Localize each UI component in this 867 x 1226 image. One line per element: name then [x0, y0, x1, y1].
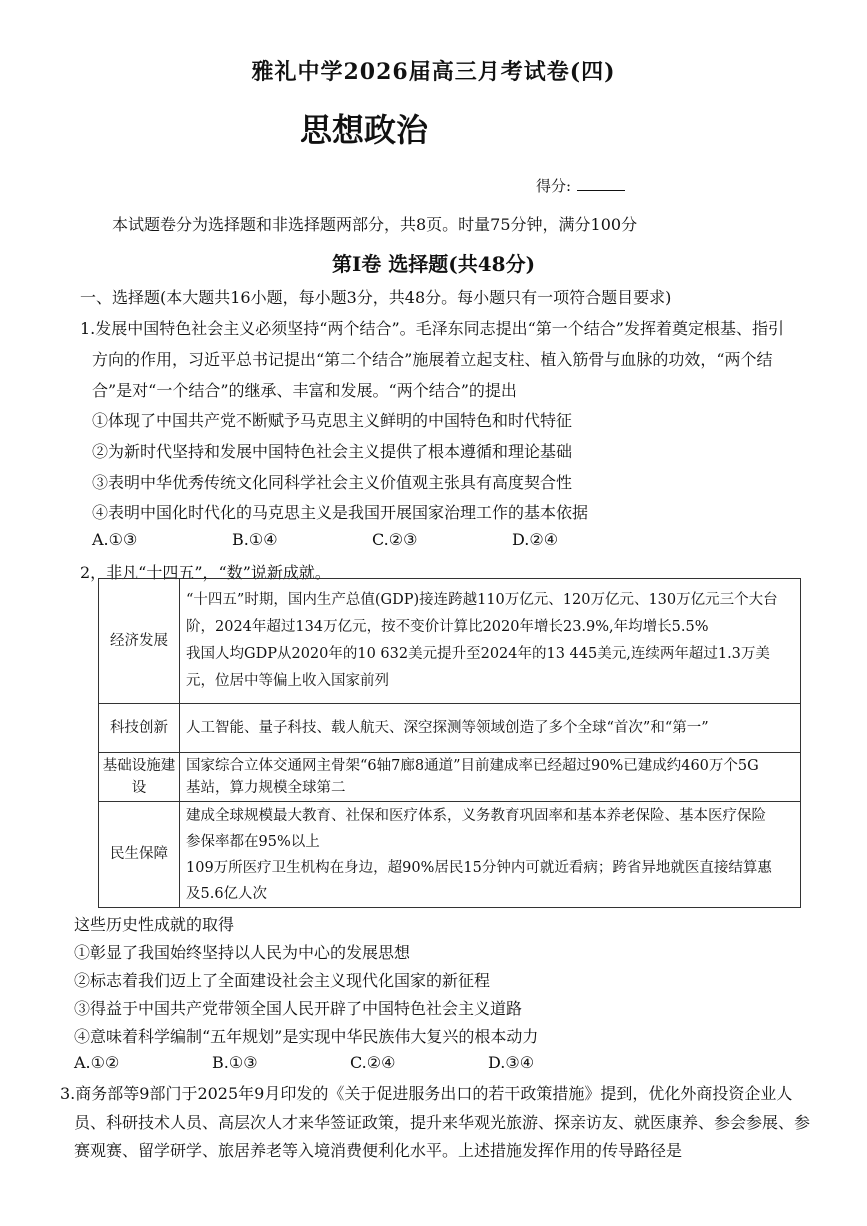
- cell-line: 元，位居中等偏上收入国家前列: [186, 673, 389, 689]
- q2-option-b[interactable]: B.①③: [212, 1053, 258, 1072]
- table-row-header: [99, 579, 180, 704]
- q3-stem-line: 员、科研技术人员、高层次人才来华签证政策，提升来华观光旅游、探亲访友、就医康养、参会参展、参: [74, 1113, 811, 1132]
- section-title: 第Ⅰ卷 选择题(共48分): [331, 252, 536, 276]
- cell-line: 国家综合立体交通网主骨架“6轴7廊8通道”目前建成率已经超过90%已建成约460万个5G: [186, 758, 759, 774]
- table-row-header: [99, 753, 180, 802]
- score-field: [536, 175, 625, 196]
- row-header-text: 科技创新: [110, 719, 168, 736]
- q2-statement: ①彰显了我国始终坚持以人民为中心的发展思想: [74, 943, 411, 962]
- table-row-header: [99, 802, 180, 908]
- q2-statement: ②标志着我们迈上了全面建设社会主义现代化国家的新征程: [74, 971, 491, 990]
- cell-line: “十四五”时期，国内生产总值(GDP)接连跨越110万亿元、120万亿元、130万亿元三个大台: [186, 592, 778, 608]
- q1-option-b[interactable]: B.①④: [232, 530, 278, 549]
- q1-statement: ④表明中国化时代化的马克思主义是我国开展国家治理工作的基本依据: [92, 503, 589, 522]
- q1-option-c[interactable]: C.②③: [372, 530, 418, 549]
- q3-stem-line: 赛观赛、留学研学、旅居养老等入境消费便利化水平。上述措施发挥作用的传导路径是: [74, 1141, 683, 1160]
- row-header-text: 基础设施建: [102, 758, 176, 774]
- achievements-table: [98, 578, 801, 908]
- table-row: [99, 704, 801, 753]
- table-cell: [180, 704, 801, 753]
- table-row: [99, 579, 801, 704]
- q2-option-a[interactable]: A.①②: [74, 1053, 120, 1072]
- table-row-header: [99, 704, 180, 753]
- cell-line: 阶，2024年超过134万亿元，按不变价计算比2020年增长23.9%,年均增长5.5%: [186, 619, 709, 635]
- table-row: [99, 753, 801, 802]
- q2-stem: 2，非凡“十四五”，“数”说新成就。: [80, 563, 331, 582]
- table-row: [99, 802, 801, 908]
- q2-lead: 这些历史性成就的取得: [74, 915, 235, 934]
- section-instruction: 一、选择题(本大题共16小题，每小题3分，共48分。每小题只有一项符合题目要求): [80, 288, 672, 307]
- q1-option-d[interactable]: D.②④: [512, 530, 559, 549]
- table-cell: [180, 579, 801, 704]
- exam-intro: 本试题卷分为选择题和非选择题两部分，共8页。时量75分钟，满分100分: [112, 215, 638, 234]
- score-label: 得分:: [536, 177, 572, 195]
- q1-statement: ③表明中华优秀传统文化同科学社会主义价值观主张具有高度契合性: [92, 473, 573, 492]
- table-cell: [180, 802, 801, 908]
- cell-line: 建成全球规模最大教育、社保和医疗体系，义务教育巩固率和基本养老保险、基本医疗保险: [186, 807, 766, 824]
- q1-statement: ②为新时代坚持和发展中国特色社会主义提供了根本遵循和理论基础: [92, 442, 573, 461]
- exam-title: 雅礼中学2026届高三月考试卷(四): [251, 59, 616, 85]
- q2-option-c[interactable]: C.②④: [350, 1053, 396, 1072]
- table-cell: [180, 753, 801, 802]
- q2-options: [74, 1053, 626, 1072]
- cell-line: 参保率都在95%以上: [186, 833, 320, 850]
- score-blank[interactable]: [577, 176, 625, 191]
- q1-options: [92, 530, 652, 549]
- cell-line: 109万所医疗卫生机构在身边，超90%居民15分钟内可就近看病；跨省异地就医直接结算惠: [186, 859, 772, 876]
- subject-title: 思想政治: [300, 111, 429, 149]
- q2-statement: ④意味着科学编制“五年规划”是实现中华民族伟大复兴的根本动力: [74, 1027, 539, 1046]
- cell-line: 基站，算力规模全球第二: [186, 780, 346, 796]
- cell-line: 人工智能、量子科技、载人航天、深空探测等领域创造了多个全球“首次”和“第一”: [186, 719, 709, 736]
- q3-stem-line: 3.商务部等9部门于2025年9月印发的《关于促进服务出口的若干政策措施》提到，优化外商投资企业人: [60, 1084, 793, 1103]
- cell-line: 及5.6亿人次: [186, 885, 268, 902]
- q1-stem-line: 合”是对“一个结合”的继承、丰富和发展。“两个结合”的提出: [92, 381, 517, 400]
- row-header-text: 设: [131, 780, 147, 796]
- q2-statement: ③得益于中国共产党带领全国人民开辟了中国特色社会主义道路: [74, 999, 523, 1018]
- q2-option-d[interactable]: D.③④: [488, 1053, 535, 1072]
- q1-stem-line: 1.发展中国特色社会主义必须坚持“两个结合”。毛泽东同志提出“第一个结合”发挥着奠定根基、指引: [80, 319, 784, 338]
- row-header-text: 民生保障: [110, 846, 168, 862]
- q1-option-a[interactable]: A.①③: [92, 530, 138, 549]
- q1-statement: ①体现了中国共产党不断赋予马克思主义鲜明的中国特色和时代特征: [92, 411, 573, 430]
- cell-line: 我国人均GDP从2020年的10 632美元提升至2024年的13 445美元,连续两年超过1.3万美: [186, 646, 770, 662]
- row-header-text: 经济发展: [110, 632, 168, 649]
- q1-stem-line: 方向的作用，习近平总书记提出“第二个结合”施展着立起支柱、植入筋骨与血脉的功效，“两个结: [92, 350, 773, 369]
